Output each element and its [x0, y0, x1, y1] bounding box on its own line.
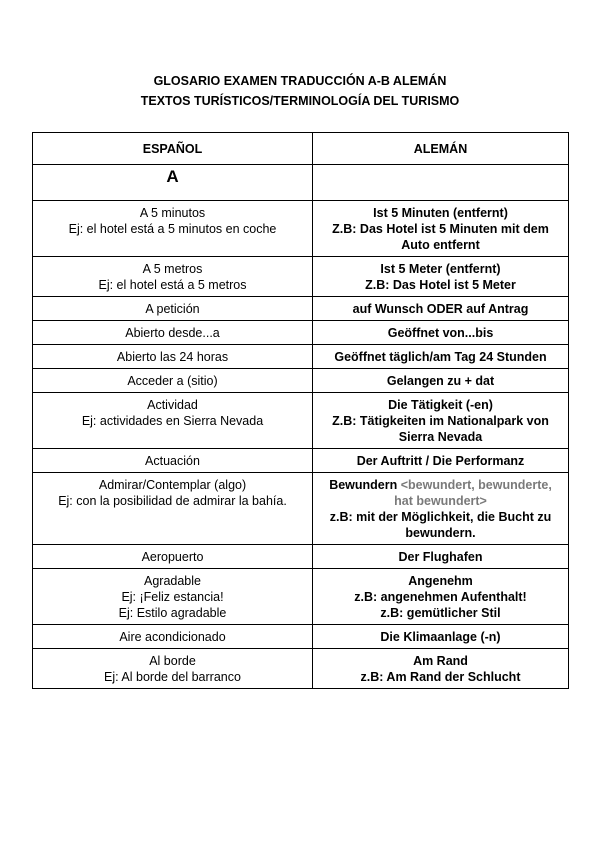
document-title [0, 71, 600, 111]
term-de-with-grammar [319, 477, 562, 509]
table-row [33, 473, 569, 545]
term-es: Acceder a (sitio) [127, 374, 218, 388]
cell-de [313, 473, 569, 545]
glossary-table [32, 132, 569, 689]
cell-es [33, 449, 313, 473]
table-row [33, 569, 569, 625]
example-de: z.B: gemütlicher Stil [380, 606, 501, 620]
cell-de [313, 649, 569, 689]
letter-cell [33, 165, 313, 201]
term-de: Bewundern [329, 478, 398, 492]
term-de: Angenehm [408, 574, 473, 588]
cell-es [33, 345, 313, 369]
term-de: auf Wunsch ODER auf Antrag [352, 302, 529, 316]
cell-es [33, 649, 313, 689]
term-de: Gelangen zu + dat [386, 374, 495, 388]
example-es: Ej: actividades en Sierra Nevada [81, 414, 264, 428]
term-es: Aeropuerto [141, 550, 204, 564]
cell-de [313, 625, 569, 649]
term-de: Geöffnet täglich/am Tag 24 Stunden [334, 350, 547, 364]
table-row [33, 369, 569, 393]
letter-row [33, 165, 569, 201]
cell-de [313, 345, 569, 369]
example-es: Ej: el hotel está a 5 metros [98, 278, 247, 292]
cell-de [313, 545, 569, 569]
cell-es [33, 297, 313, 321]
cell-es [33, 473, 313, 545]
example-es: Ej: con la posibilidad de admirar la bahía. [58, 494, 287, 508]
term-de: Der Auftritt / Die Performanz [356, 454, 525, 468]
cell-es [33, 625, 313, 649]
table-row [33, 321, 569, 345]
title-line-1: GLOSARIO EXAMEN TRADUCCIÓN A-B ALEMÁN [153, 74, 447, 88]
section-letter: A [166, 167, 179, 186]
table-row [33, 625, 569, 649]
cell-es [33, 545, 313, 569]
table-row [33, 649, 569, 689]
cell-es [33, 321, 313, 345]
cell-de [313, 569, 569, 625]
term-es: A petición [145, 302, 200, 316]
letter-cell-empty [313, 165, 569, 201]
cell-es [33, 569, 313, 625]
example-de: z.B: mit der Möglichkeit, die Bucht zu bewundern. [329, 510, 552, 540]
example-de: z.B: Am Rand der Schlucht [360, 670, 521, 684]
term-de: Die Tätigkeit (-en) [388, 398, 493, 412]
example-es: Ej: ¡Feliz estancia! [121, 590, 224, 604]
table-row [33, 257, 569, 297]
term-de: Ist 5 Meter (entfernt) [380, 262, 501, 276]
cell-es [33, 369, 313, 393]
cell-es [33, 257, 313, 297]
table-row [33, 297, 569, 321]
table-row [33, 201, 569, 257]
term-de: Ist 5 Minuten (entfernt) [373, 206, 508, 220]
term-de: Die Klimaanlage (-n) [380, 630, 501, 644]
term-es: Admirar/Contemplar (algo) [98, 478, 247, 492]
example-de: z.B: angenehmen Aufenthalt! [354, 590, 527, 604]
term-es: Actuación [145, 454, 200, 468]
cell-de [313, 297, 569, 321]
cell-de [313, 201, 569, 257]
term-es: Agradable [144, 574, 201, 588]
cell-es [33, 393, 313, 449]
cell-de [313, 449, 569, 473]
table-row [33, 345, 569, 369]
cell-es [33, 201, 313, 257]
term-de: Am Rand [413, 654, 468, 668]
example-es: Ej: Estilo agradable [118, 606, 227, 620]
term-es: Abierto las 24 horas [116, 350, 229, 364]
example-de: Z.B: Tätigkeiten im Nationalpark von Sierra Nevada [332, 414, 549, 444]
header-aleman: ALEMÁN [313, 133, 569, 165]
term-es: Abierto desde...a [125, 326, 220, 340]
example-es: Ej: el hotel está a 5 minutos en coche [68, 222, 277, 236]
table-row [33, 393, 569, 449]
cell-de [313, 257, 569, 297]
cell-de [313, 369, 569, 393]
cell-de [313, 321, 569, 345]
title-line-2: TEXTOS TURÍSTICOS/TERMINOLOGÍA DEL TURISMO [140, 94, 460, 108]
table-row [33, 449, 569, 473]
term-es: Aire acondicionado [119, 630, 226, 644]
example-de: Z.B: Das Hotel ist 5 Meter [365, 278, 516, 292]
table-row [33, 545, 569, 569]
cell-de [313, 393, 569, 449]
term-es: Al borde [149, 654, 196, 668]
term-de: Der Flughafen [398, 550, 483, 564]
term-de: Geöffnet von...bis [387, 326, 494, 340]
term-es: A 5 minutos [139, 206, 206, 220]
term-es: Actividad [147, 398, 198, 412]
grammar-forms: <bewundert, bewunderte, hat bewundert> [394, 478, 552, 508]
header-espanol: ESPAÑOL [33, 133, 313, 165]
example-es: Ej: Al borde del barranco [104, 670, 241, 684]
example-de: Z.B: Das Hotel ist 5 Minuten mit dem Auto entfernt [332, 222, 549, 252]
table-header-row [33, 133, 569, 165]
term-es: A 5 metros [142, 262, 203, 276]
